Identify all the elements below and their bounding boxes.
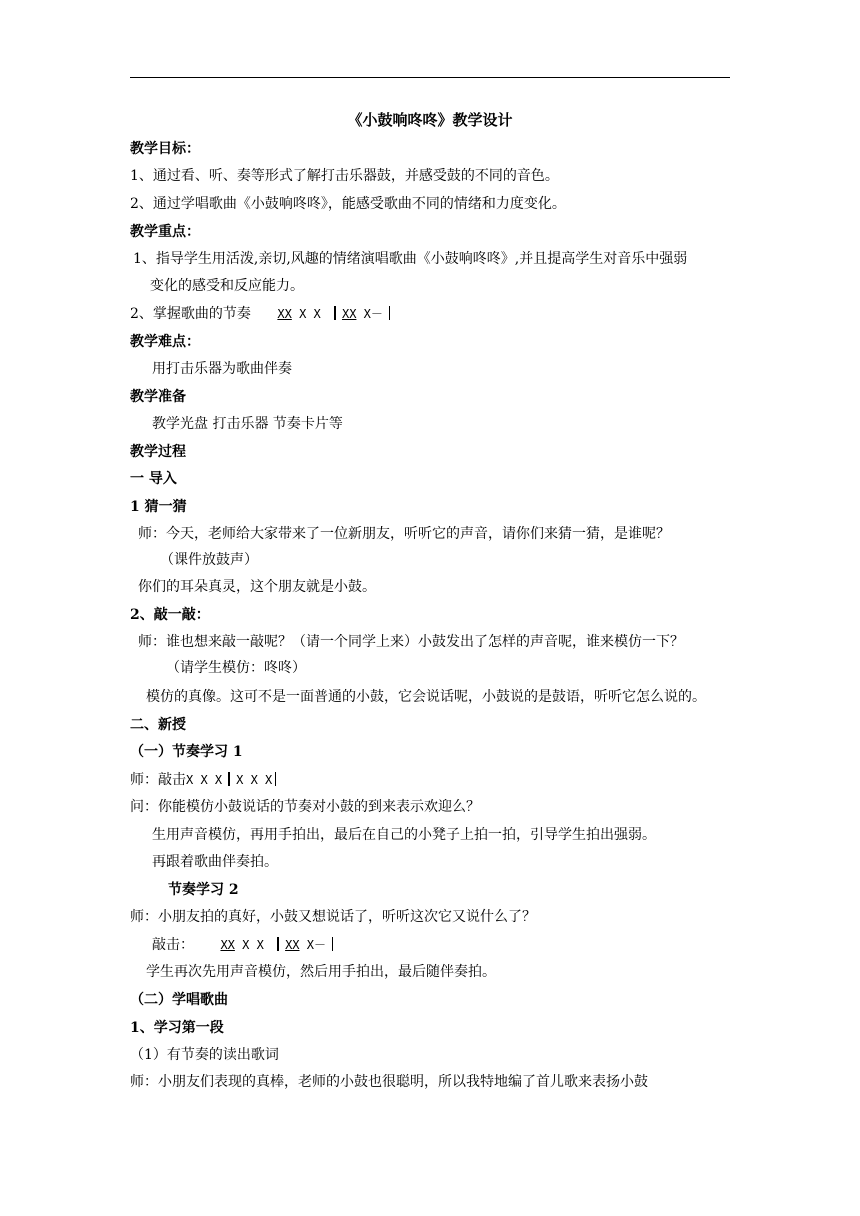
preparation-heading: 教学准备 (130, 389, 186, 405)
rhythm-1-step-b: 再跟着歌曲伴奏拍。 (152, 854, 278, 870)
rhythm-2-teacher: 师：小朋友拍的真好，小鼓又想说话了，听听这次它又说什么了？ (130, 909, 536, 925)
part-1-heading: 一 导入 (130, 471, 177, 487)
difficulty-text: 用打击乐器为歌曲伴奏 (152, 361, 292, 377)
step-1-teacher: 师：今天，老师给大家带来了一位新朋友，听听它的声音，请你们来猜一猜，是谁呢？ (138, 526, 670, 542)
rhythm-1-step-a: 生用声音模仿，再用手拍出，最后在自己的小凳子上拍一拍，引导学生拍出强弱。 (152, 827, 656, 843)
process-heading: 教学过程 (130, 444, 186, 460)
rhythm-2-heading: 节奏学习 2 (168, 882, 239, 898)
part-2-heading: 二、新授 (130, 717, 186, 733)
rhythm-group-1: XX (277, 307, 292, 321)
rhythm-1-question: 问：你能模仿小鼓说话的节奏对小鼓的到来表示欢迎么？ (130, 799, 480, 815)
rhythm-2-label: 敲击： (152, 937, 194, 953)
bar-line (334, 306, 336, 320)
key-points-heading: 教学重点： (130, 224, 200, 240)
rhythm-1-teacher-label: 师：敲击 (130, 772, 186, 788)
step-1-heading: 1 猜一猜 (130, 499, 187, 515)
step-2-heading: 2、敲一敲： (130, 607, 210, 623)
rhythm-1-heading: （一）节奏学习 1 (130, 744, 243, 760)
rhythm-group-2: X X (242, 938, 264, 952)
step-2-note: （请学生模仿：咚咚） (166, 660, 306, 676)
step-1-note: （课件放鼓声） (160, 552, 258, 568)
rhythm-group-1: XX (220, 938, 235, 952)
rhythm-group-4: X－ (306, 938, 326, 952)
rhythm-group-2: X X (299, 307, 321, 321)
bar-line (277, 937, 279, 951)
step-1-response: 你们的耳朵真灵，这个朋友就是小鼓。 (138, 579, 376, 595)
step-2-response: 模仿的真像。这可不是一面普通的小鼓，它会说话呢，小鼓说的是鼓语，听听它怎么说的。 (146, 689, 706, 705)
rhythm-notation (277, 307, 396, 321)
key-point-2-label: 2、掌握歌曲的节奏 (130, 306, 251, 322)
goal-item-1: 1、通过看、听、奏等形式了解打击乐器鼓，并感受鼓的不同的音色。 (130, 168, 559, 184)
bar-line (228, 772, 230, 786)
header-rule (130, 77, 730, 78)
rhythm-1-teacher (130, 771, 282, 789)
song-teacher: 师：小朋友们表现的真棒，老师的小鼓也很聪明，所以我特地编了首儿歌来表扬小鼓 (130, 1074, 648, 1090)
rhythm-2-line (152, 936, 339, 954)
goals-heading: 教学目标： (130, 141, 200, 157)
step-2-teacher: 师：谁也想来敲一敲呢？（请一个同学上来）小鼓发出了怎样的声音呢，谁来模仿一下？ (138, 634, 684, 650)
rhythm-group-a: X X X (186, 773, 223, 787)
rhythm-1-notation (186, 773, 282, 787)
difficulty-heading: 教学难点： (130, 334, 200, 350)
rhythm-2-student: 学生再次先用声音模仿，然后用手拍出，最后随伴奏拍。 (146, 964, 496, 980)
bar-line (332, 937, 333, 951)
rhythm-group-3: XX (285, 938, 300, 952)
bar-line (275, 772, 276, 786)
key-point-1-line2: 变化的感受和反应能力。 (150, 278, 304, 294)
rhythm-group-4: X－ (363, 307, 383, 321)
document-title: 《小鼓响咚咚》教学设计 (347, 111, 513, 129)
key-point-1-line1: 1、指导学生用活泼,亲切,风趣的情绪演唱歌曲《小鼓响咚咚》,并且提高学生对音乐中强弱 (133, 251, 688, 267)
rhythm-group-3: XX (341, 307, 357, 321)
song-step-1: （1）有节奏的读出歌词 (130, 1047, 279, 1063)
goal-item-2: 2、通过学唱歌曲《小鼓响咚咚》，能感受歌曲不同的情绪和力度变化。 (130, 196, 566, 212)
key-point-2 (130, 305, 396, 323)
song-part-1-heading: 1、学习第一段 (130, 1020, 224, 1036)
song-heading: （二）学唱歌曲 (130, 992, 228, 1008)
rhythm-2-notation (220, 938, 339, 952)
preparation-text: 教学光盘 打击乐器 节奏卡片等 (152, 416, 343, 432)
bar-line (389, 306, 390, 320)
rhythm-group-b: X X X (236, 773, 273, 787)
